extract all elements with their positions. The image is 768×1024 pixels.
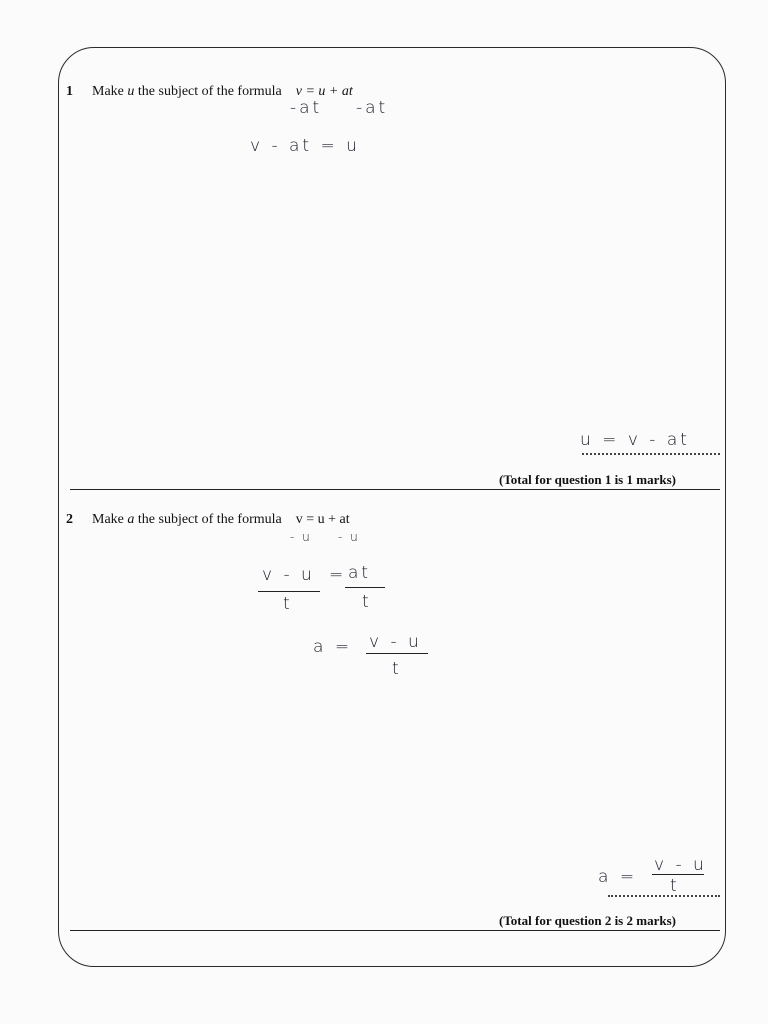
q1-work-subtract-left: -at (290, 98, 323, 118)
question-2-divider (70, 930, 720, 931)
q2-answer-numerator: v - u (654, 855, 707, 875)
question-2-total: (Total for question 2 is 2 marks) (499, 913, 676, 928)
q2-answer-fraction-bar (652, 874, 704, 875)
q2-work-numerator-left: v - u (262, 565, 315, 585)
q2-work-subtract-right: - u (338, 530, 360, 544)
q2-work-fraction-bar-left (258, 591, 320, 592)
q1-answer-line (582, 453, 720, 455)
q2-work-denominator-right: t (362, 592, 372, 612)
question-2-number: 2 (66, 512, 73, 527)
question-2-text (92, 512, 350, 528)
q1-work-subtract-right: -at (356, 98, 389, 118)
question-2-suffix: the subject of the formula (134, 512, 282, 527)
question-2-variable: a (127, 512, 135, 527)
question-1-number: 1 (66, 84, 73, 99)
q2-work-equals: = (329, 565, 347, 585)
q2-work-result-fraction-bar (366, 653, 428, 654)
question-1-formula: v = u + at (295, 84, 353, 99)
q2-answer-line (608, 895, 720, 897)
question-2-formula: v = u + at (295, 512, 350, 527)
question-2-prefix: Make (92, 512, 128, 527)
q2-work-result-lhs: a = (313, 637, 353, 657)
q2-work-result-denominator: t (392, 659, 402, 679)
q2-work-fraction-bar-right (345, 587, 385, 588)
q1-work-step: v - at = u (250, 136, 360, 156)
question-1-total: (Total for question 1 is 1 marks) (499, 472, 676, 487)
q2-answer-lhs: a = (598, 867, 638, 887)
question-1-prefix: Make (92, 84, 128, 99)
q2-work-result-numerator: v - u (369, 632, 422, 652)
q2-work-numerator-right: at (348, 563, 372, 583)
question-1-divider (70, 489, 720, 490)
q2-work-subtract-left: - u (290, 530, 312, 544)
question-1-variable: u (127, 84, 135, 99)
question-1-suffix: the subject of the formula (134, 84, 282, 99)
q1-answer: u = v - at (580, 430, 690, 450)
q2-answer-denominator: t (670, 876, 680, 896)
question-frame (58, 47, 726, 967)
q2-work-denominator-left: t (283, 594, 293, 614)
